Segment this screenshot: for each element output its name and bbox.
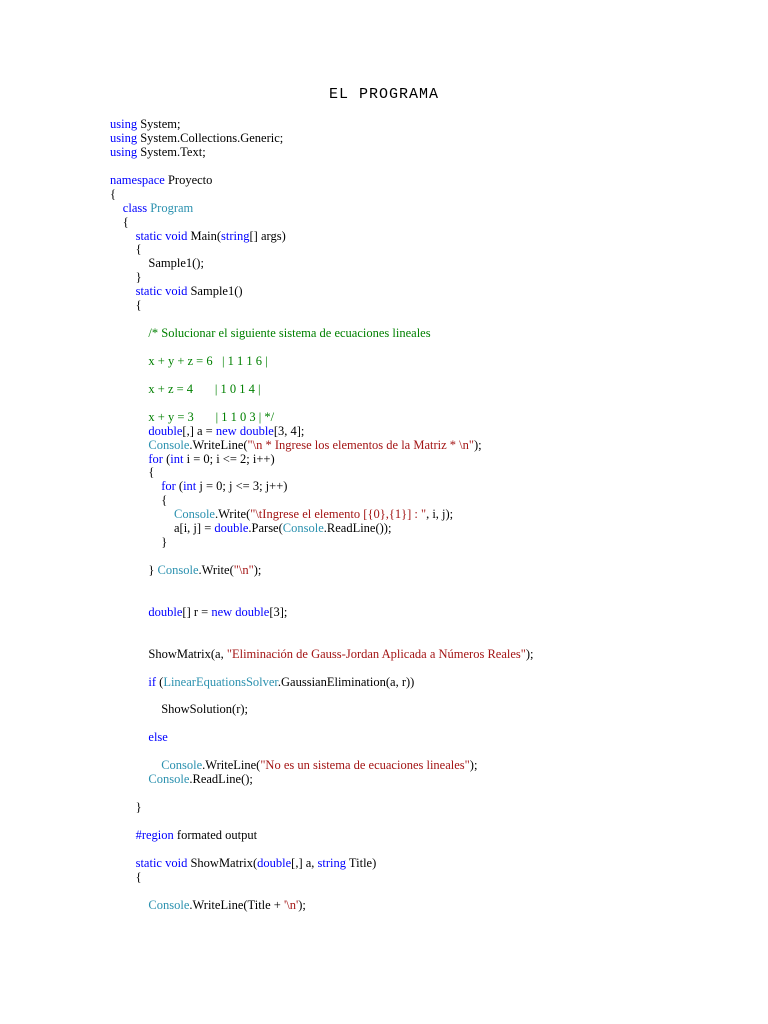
code-token: x + y = 3 | 1 1 0 3 | */ — [148, 409, 275, 424]
code-line — [110, 202, 534, 216]
code-token: .Parse( — [248, 521, 283, 536]
code-token: { — [161, 493, 168, 508]
code-token: System.Collections.Generic; — [137, 130, 284, 145]
code-token: .GaussianElimination(a, r)) — [277, 674, 415, 689]
code-line — [110, 327, 534, 341]
code-token: string — [221, 228, 250, 243]
code-token: .WriteLine(Title + — [189, 897, 284, 912]
code-token: ( — [156, 674, 164, 689]
code-line — [110, 285, 534, 299]
code-token: Sample1(); — [148, 256, 204, 271]
code-line — [110, 676, 534, 690]
code-token: .ReadLine(); — [189, 772, 253, 787]
code-line — [110, 453, 534, 467]
code-token: int — [170, 451, 184, 466]
code-line — [110, 439, 534, 453]
code-line — [110, 243, 534, 257]
code-token: a[i, j] = — [174, 521, 215, 536]
code-line — [110, 662, 534, 676]
code-line — [110, 703, 534, 717]
code-token: } — [135, 799, 142, 814]
code-token: .Write( — [198, 563, 234, 577]
code-token: ); — [298, 897, 306, 912]
code-token: x + y + z = 6 | 1 1 1 6 | — [148, 353, 268, 368]
code-line — [110, 606, 534, 620]
code-line — [110, 550, 534, 564]
code-token: Console — [148, 437, 190, 452]
code-token: double — [257, 855, 292, 870]
code-line — [110, 815, 534, 829]
code-token: { — [148, 465, 155, 480]
code-token: formated output — [173, 827, 258, 842]
code-line — [110, 257, 534, 271]
code-token: Console — [157, 563, 199, 577]
code-line — [110, 578, 534, 592]
code-token: } — [135, 270, 142, 285]
code-token: Console — [148, 772, 190, 787]
code-token: ); — [253, 563, 262, 577]
document-title: EL PROGRAMA — [328, 86, 440, 103]
code-token: using — [110, 117, 138, 131]
code-token: ( — [175, 479, 184, 494]
code-token: Console — [148, 897, 190, 912]
code-token: { — [122, 214, 129, 229]
code-token: ShowMatrix(a, — [148, 646, 227, 661]
code-token: ); — [469, 758, 478, 773]
code-token: new — [215, 423, 237, 438]
code-token: Title) — [346, 855, 377, 870]
code-token: void — [165, 855, 188, 870]
code-line — [110, 773, 534, 787]
code-line — [110, 801, 534, 815]
code-token: static — [135, 855, 162, 870]
code-line — [110, 843, 534, 857]
code-line — [110, 480, 534, 494]
code-token: [,] a = — [182, 423, 216, 438]
code-line — [110, 341, 534, 355]
code-token: .WriteLine( — [189, 437, 248, 452]
code-token: void — [165, 284, 188, 299]
code-line — [110, 425, 534, 439]
code-token: [3]; — [269, 604, 288, 619]
code-line — [110, 731, 534, 745]
code-line — [110, 369, 534, 383]
code-line — [110, 299, 534, 313]
code-line — [110, 174, 534, 188]
code-token: "No es un sistema de ecuaciones lineales" — [260, 758, 470, 773]
code-token: [] r = — [182, 604, 212, 619]
code-token: double — [239, 423, 274, 438]
code-line — [110, 271, 534, 285]
code-token: Proyecto — [164, 172, 213, 187]
code-token: int — [183, 479, 197, 494]
code-token: double — [235, 604, 270, 619]
code-token: for — [161, 479, 176, 494]
code-token: { — [135, 869, 142, 884]
code-token: x + z = 4 | 1 0 1 4 | — [148, 381, 261, 396]
code-token: j = 0; j <= 3; j++) — [196, 479, 288, 494]
code-token: ShowMatrix( — [187, 855, 258, 870]
code-token: static — [135, 228, 162, 243]
code-line — [110, 313, 534, 327]
code-line — [110, 745, 534, 759]
code-line — [110, 564, 534, 578]
code-listing — [110, 118, 534, 912]
code-line — [110, 871, 534, 885]
code-token: if — [148, 674, 157, 689]
code-token: Program — [150, 200, 194, 215]
code-line — [110, 508, 534, 522]
code-line — [110, 787, 534, 801]
code-token: static — [135, 284, 162, 299]
code-token: .ReadLine()); — [323, 521, 392, 536]
code-token: '\n' — [284, 897, 299, 912]
code-token: for — [148, 451, 163, 466]
code-token: ); — [474, 437, 482, 452]
code-token: .Write( — [214, 507, 251, 522]
code-token: [3, 4]; — [273, 423, 305, 438]
code-token: new — [211, 604, 233, 619]
code-line — [110, 857, 534, 871]
code-line — [110, 216, 534, 230]
code-line — [110, 717, 534, 731]
code-token: { — [135, 242, 142, 257]
code-token: class — [122, 200, 148, 215]
code-line — [110, 118, 534, 132]
code-token: double — [148, 604, 183, 619]
code-line — [110, 899, 534, 913]
code-token: i = 0; i <= 2; i++) — [183, 451, 275, 466]
code-line — [110, 132, 534, 146]
code-line — [110, 160, 534, 174]
code-line — [110, 355, 534, 369]
code-token: } — [148, 563, 158, 577]
code-token: using — [110, 130, 138, 145]
code-line — [110, 634, 534, 648]
code-line — [110, 188, 534, 202]
code-line — [110, 689, 534, 703]
code-token: #region — [135, 827, 174, 842]
code-token: /* Solucionar el siguiente sistema de ecuaciones lineales — [148, 326, 431, 341]
code-token: using — [110, 144, 138, 159]
code-token: Main( — [187, 228, 222, 243]
code-token: ); — [525, 646, 534, 661]
code-line — [110, 829, 534, 843]
code-token: else — [148, 730, 168, 745]
code-line — [110, 648, 534, 662]
code-token: [] args) — [249, 228, 286, 243]
code-token: string — [317, 855, 347, 870]
code-line — [110, 759, 534, 773]
code-token: LinearEquationsSolver — [163, 674, 278, 689]
code-line — [110, 536, 534, 550]
code-token: System; — [137, 117, 181, 131]
code-token: Sample1() — [187, 284, 243, 299]
code-token: void — [165, 228, 188, 243]
code-token: "\n" — [233, 563, 254, 577]
code-line — [110, 411, 534, 425]
code-line — [110, 397, 534, 411]
code-line — [110, 592, 534, 606]
code-token: Console — [161, 758, 203, 773]
code-token: namespace — [110, 172, 165, 187]
code-token: } — [161, 535, 168, 550]
code-token: Console — [174, 507, 215, 522]
code-line — [110, 146, 534, 160]
code-line — [110, 620, 534, 634]
code-token: "\n * Ingrese los elementos de la Matriz * \n" — [247, 437, 474, 452]
code-line — [110, 522, 534, 536]
code-line — [110, 230, 534, 244]
code-token: double — [214, 521, 249, 536]
code-token: Console — [282, 521, 324, 536]
code-token: { — [110, 186, 116, 201]
code-line — [110, 466, 534, 480]
code-token: [,] a, — [291, 855, 318, 870]
code-token: "\tIngrese el elemento [{0},{1}] : " — [250, 507, 427, 522]
code-token: ShowSolution(r); — [161, 702, 248, 717]
code-token: .WriteLine( — [202, 758, 261, 773]
code-token: double — [148, 423, 183, 438]
code-token: , i, j); — [426, 507, 454, 522]
code-line — [110, 885, 534, 899]
code-token: System.Text; — [137, 144, 206, 159]
code-token: ( — [162, 451, 171, 466]
code-line — [110, 383, 534, 397]
code-line — [110, 494, 534, 508]
code-token: { — [135, 298, 142, 313]
code-token: "Eliminación de Gauss-Jordan Aplicada a Números Reales" — [226, 646, 526, 661]
